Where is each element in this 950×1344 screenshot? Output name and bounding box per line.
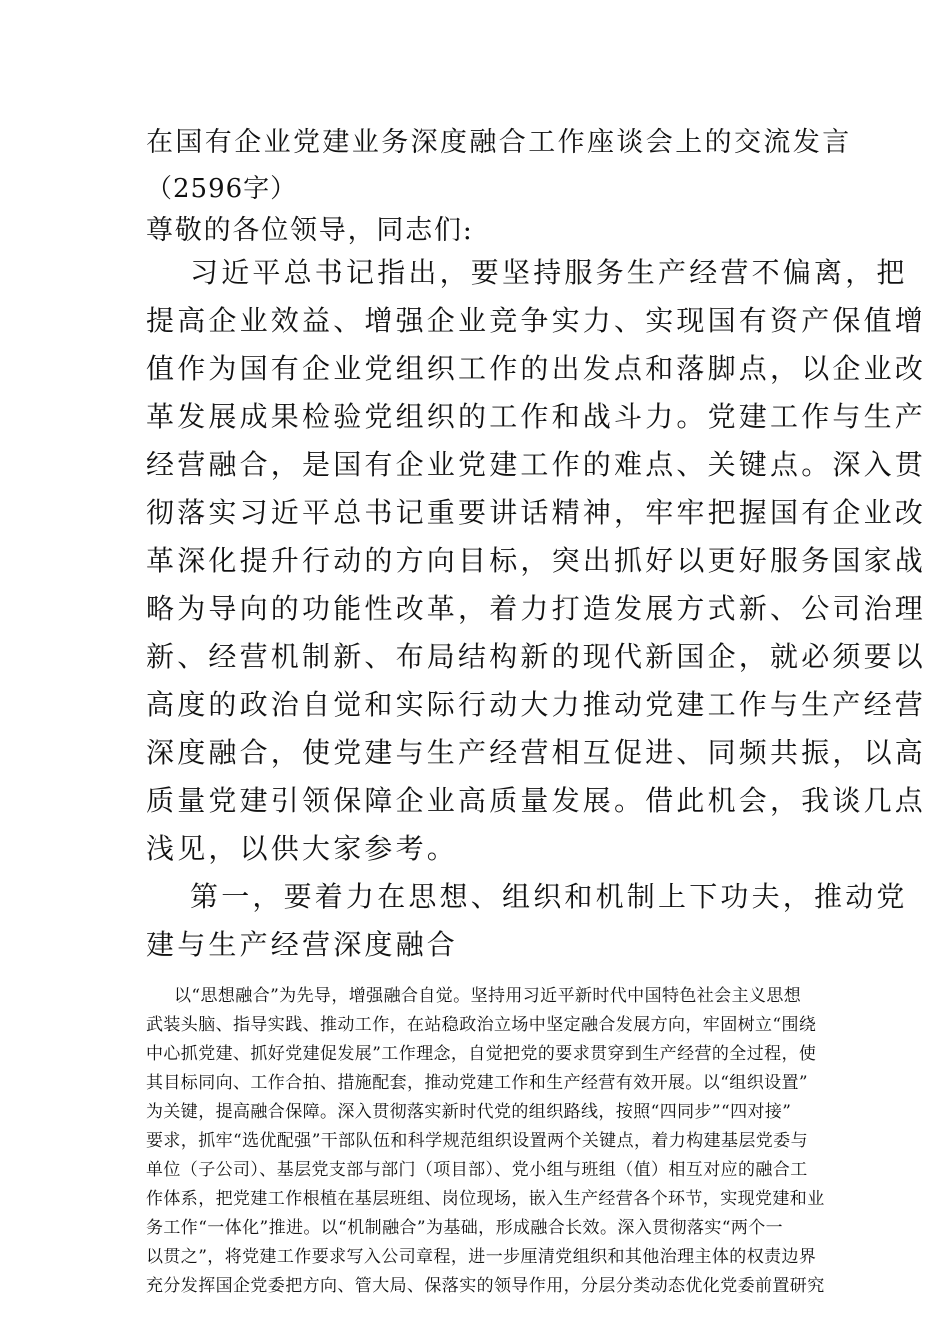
body-line: 以贯之”，将党建工作要求写入公司章程，进一步厘清党组织和其他治理主体的权责边界 — [146, 1247, 817, 1267]
body-line: 以“思想融合”为先导，增强融合自觉。坚持用习近平新时代中国特色社会主义思想 — [174, 986, 802, 1006]
word-count: （2596字） — [146, 174, 298, 204]
paragraph-line: 革发展成果检验党组织的工作和战斗力。党建工作与生产 — [146, 400, 927, 433]
paragraph-line: 经营融合，是国有企业党建工作的难点、关键点。深入贯 — [146, 448, 927, 481]
section-body — [146, 982, 826, 1301]
body-line: 务工作“一体化”推进。以“机制融合”为基础，形成融合长效。深入贯彻落实“两个一 — [146, 1218, 784, 1238]
section-heading: 第一，要着力在思想、组织和机制上下功夫，推动党 — [190, 880, 908, 913]
body-line: 要求，抓牢“选优配强”干部队伍和科学规范组织设置两个关键点，着力构建基层党委与 — [146, 1131, 808, 1151]
body-line: 武装头脑、指导实践、推动工作，在站稳政治立场中坚定融合发展方向，牢固树立“围绕 — [146, 1015, 817, 1035]
paragraph-line: 高度的政治自觉和实际行动大力推动党建工作与生产经营 — [146, 688, 927, 721]
paragraph-line: 习近平总书记指出，要坚持服务生产经营不偏离，把 — [190, 256, 908, 289]
paragraph-line: 提高企业效益、增强企业竞争实力、实现国有资产保值增 — [146, 304, 927, 337]
paragraph-line: 略为导向的功能性改革，着力打造发展方式新、公司治理 — [146, 592, 927, 625]
document-title: 在国有企业党建业务深度融合工作座谈会上的交流发言 — [146, 127, 852, 158]
body-line: 其目标同向、工作合拍、措施配套，推动党建工作和生产经营有效开展。以“组织设置” — [146, 1073, 808, 1093]
body-line: 单位（子公司）、基层党支部与部门（项目部）、党小组与班组（值）相互对应的融合工 — [146, 1160, 808, 1180]
paragraph-line: 深度融合，使党建与生产经营相互促进、同频共振，以高 — [146, 736, 927, 769]
paragraph-line: 值作为国有企业党组织工作的出发点和落脚点，以企业改 — [146, 352, 927, 385]
paragraph-line: 浅见，以供大家参考。 — [146, 832, 459, 865]
body-line: 为关键，提高融合保障。深入贯彻落实新时代党的组织路线，按照“四同步”“四对接” — [146, 1102, 792, 1122]
salutation: 尊敬的各位领导，同志们: — [146, 215, 474, 246]
paragraph-line: 质量党建引领保障企业高质量发展。借此机会，我谈几点 — [146, 784, 927, 817]
paragraph-line: 革深化提升行动的方向目标，突出抓好以更好服务国家战 — [146, 544, 927, 577]
section-heading: 建与生产经营深度融合 — [146, 928, 459, 961]
paragraph-line: 新、经营机制新、布局结构新的现代新国企，就必须要以 — [146, 640, 927, 673]
paragraph-line: 彻落实习近平总书记重要讲话精神，牢牢把握国有企业改 — [146, 496, 927, 529]
body-line: 中心抓党建、抓好党建促发展”工作理念，自觉把党的要求贯穿到生产经营的全过程，使 — [146, 1044, 817, 1064]
body-line: 充分发挥国企党委把方向、管大局、保落实的领导作用，分层分类动态优化党委前置研究 — [146, 1276, 825, 1296]
body-line: 作体系，把党建工作根植在基层班组、岗位现场，嵌入生产经营各个环节，实现党建和业 — [146, 1189, 825, 1209]
